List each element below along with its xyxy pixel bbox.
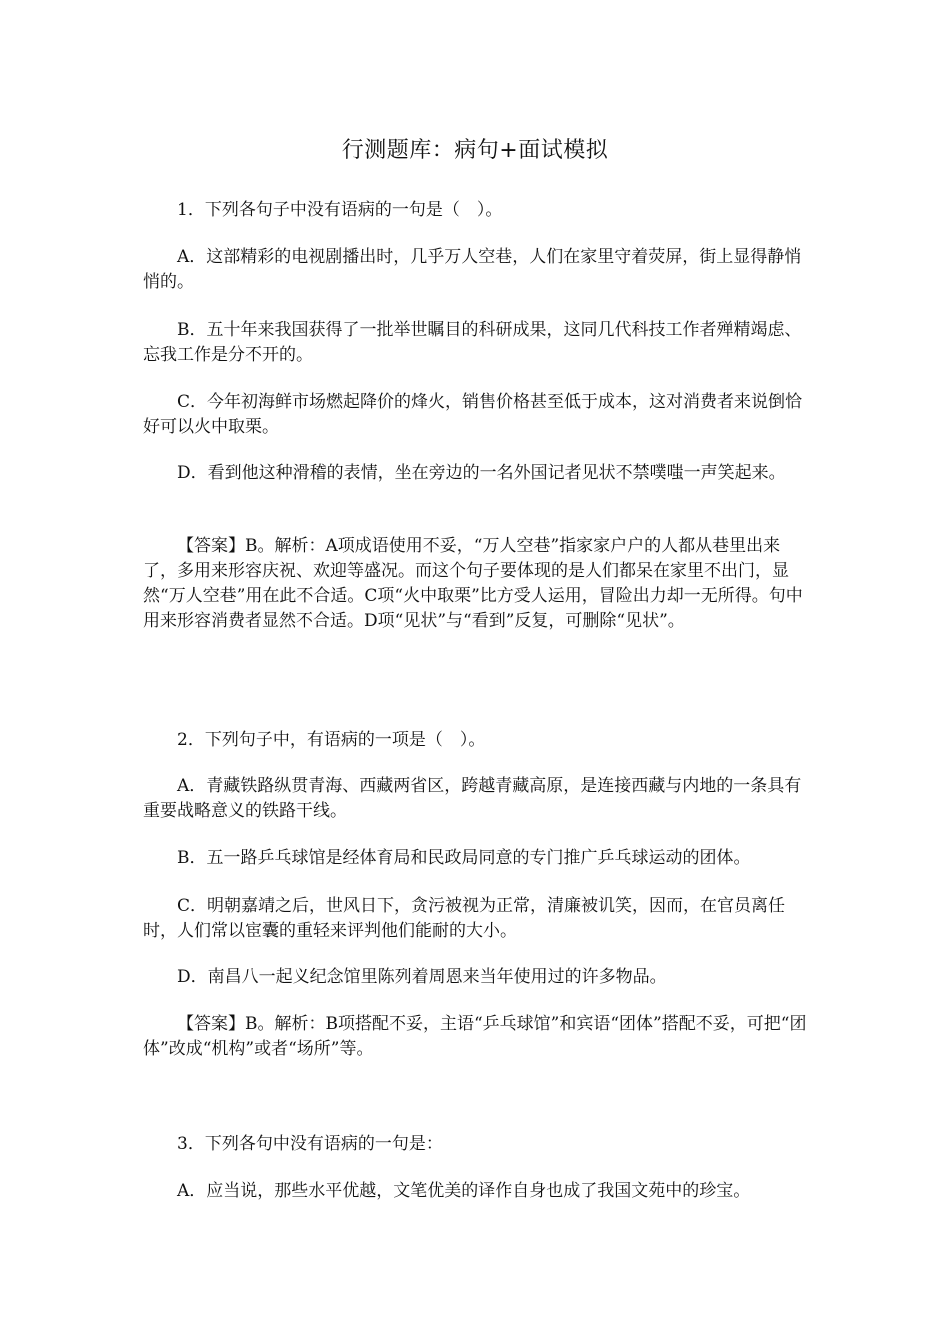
q2-option-a: A．青藏铁路纵贯青海、西藏两省区，跨越青藏高原，是连接西藏与内地的一条具有重要战略意义的铁路干线。 [143, 776, 802, 821]
q2-option-d: D．南昌八一起义纪念馆里陈列着周恩来当年使用过的许多物品。 [177, 967, 667, 987]
q1-option-c: C．今年初海鲜市场燃起降价的烽火，销售价格甚至低于成本，这对消费者来说倒恰好可以火中取栗。 [143, 392, 803, 437]
q2-option-b: B．五一路乒乓球馆是经体育局和民政局同意的专门推广乒乓球运动的团体。 [177, 848, 751, 868]
q2-answer: 【答案】B。解析：B项搭配不妥，主语“乒乓球馆”和宾语“团体”搭配不妥，可把“团体”改成“机构”或者“场所”等。 [143, 1014, 807, 1059]
document-title: 行测题库：病句+面试模拟 [341, 138, 609, 163]
q1-option-b: B．五十年来我国获得了一批举世瞩目的科研成果，这同几代科技工作者殚精竭虑、忘我工作是分不开的。 [143, 320, 802, 365]
q2-option-c: C．明朝嘉靖之后，世风日下，贪污被视为正常，清廉被讥笑，因而，在官员离任时，人们常以宦囊的重轻来评判他们能耐的大小。 [143, 896, 786, 941]
q3-option-a: A．应当说，那些水平优越，文笔优美的译作自身也成了我国文苑中的珍宝。 [177, 1181, 751, 1201]
q1-stem: 1．下列各句子中没有语病的一句是（ ）。 [177, 200, 503, 220]
q2-stem: 2．下列句子中，有语病的一项是（ ）。 [177, 730, 486, 750]
q1-answer: 【答案】B。解析：A项成语使用不妥，“万人空巷”指家家户户的人都从巷里出来了，多用来形容庆祝、欢迎等盛况。而这个句子要体现的是人们都呆在家里不出门，显然“万人空巷”用在此不合适。C项“火中取栗”比方受人运用，冒险出力却一无所得。句中用来形容消费者显然不合适。D项“见状”与“看到”反复，可删除“见状”。 [143, 536, 803, 631]
q3-stem: 3．下列各句中没有语病的一句是： [177, 1134, 443, 1154]
q1-option-a: A．这部精彩的电视剧播出时，几乎万人空巷，人们在家里守着荧屏，街上显得静悄悄的。 [143, 247, 802, 292]
q1-option-d: D．看到他这种滑稽的表情，坐在旁边的一名外国记者见状不禁噗嗤一声笑起来。 [177, 463, 786, 483]
